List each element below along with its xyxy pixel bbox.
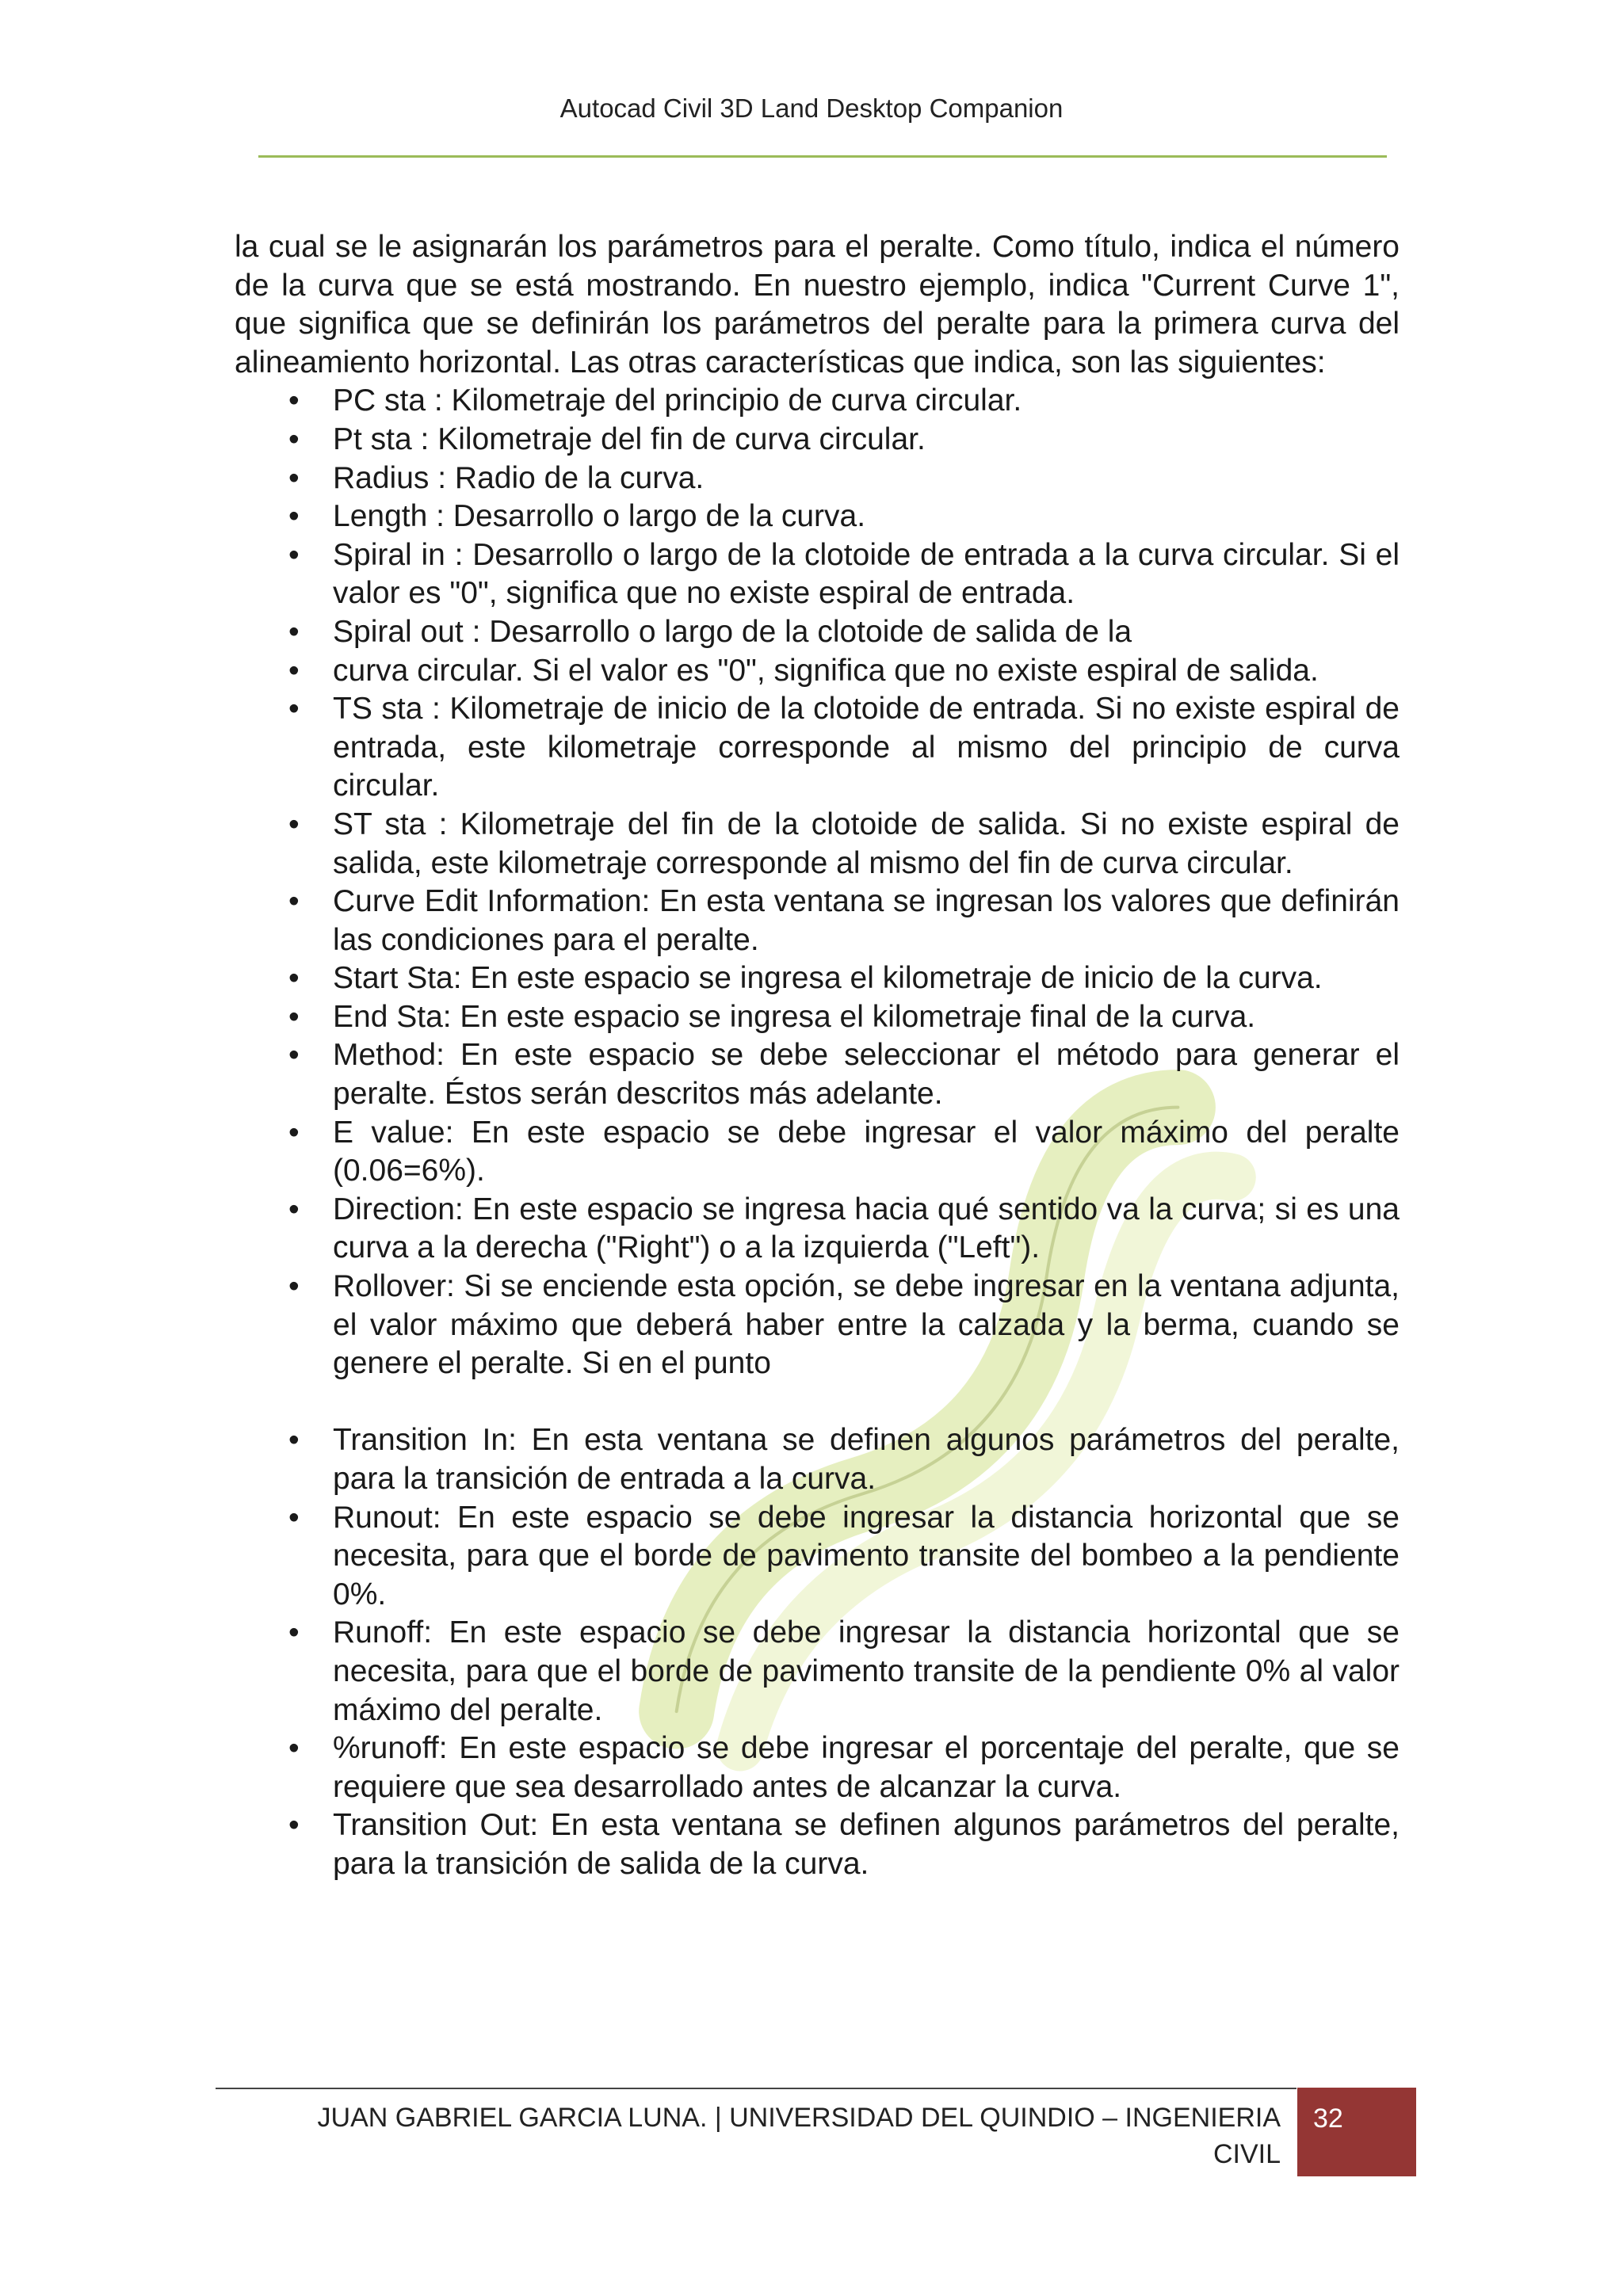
bullet-icon: • — [288, 1269, 300, 1304]
list-item: • Rollover: Si se enciende esta opción, se debe ingresar en la ventana adjunta, el valor máximo que deberá haber entre la calzada y la berma, cuando se genere el peralte. Si en el punto — [288, 1269, 1400, 1381]
bullet-icon: • — [288, 499, 300, 534]
bullet-icon: • — [288, 383, 300, 418]
list-item: • ST sta : Kilometraje del fin de la clotoide de salida. Si no existe espiral de salida, este kilometraje corresponde al mismo del fin de curva circular. — [288, 807, 1400, 880]
list-item: • Length : Desarrollo o largo de la curva. — [235, 498, 1400, 536]
bullet-icon: • — [288, 961, 300, 996]
list-item: • Method: En este espacio se debe seleccionar el método para generar el peralte. Éstos serán descritos más adelante. — [288, 1038, 1400, 1112]
running-header: Autocad Civil 3D Land Desktop Companion — [559, 93, 1064, 123]
page-number: 32 — [1313, 2103, 1343, 2134]
bullet-icon: • — [288, 807, 300, 841]
bullet-icon: • — [288, 1731, 300, 1766]
footer-author — [235, 2100, 1281, 2172]
body-content — [235, 228, 1400, 1884]
bullet-icon: • — [288, 1192, 300, 1226]
list-item: • Curve Edit Information: En esta ventana se ingresan los valores que definirán las condiciones para el peralte. — [288, 884, 1400, 957]
list-item: • PC sta : Kilometraje del principio de curva circular. — [235, 382, 1400, 421]
list-item: • curva circular. Si el valor es "0", significa que no existe espiral de salida. — [235, 652, 1400, 691]
footer-line-2: CIVIL — [1212, 2139, 1281, 2169]
bullet-icon: • — [288, 1038, 300, 1073]
bullet-icon: • — [288, 999, 300, 1034]
bullet-icon: • — [288, 537, 300, 572]
footer-line-1: JUAN GABRIEL GARCIA LUNA. | UNIVERSIDAD DEL QUINDIO – INGENIERIA — [317, 2103, 1281, 2133]
bullet-icon: • — [288, 421, 300, 456]
list-item: • Pt sta : Kilometraje del fin de curva circular. — [235, 421, 1400, 460]
list-item: • End Sta: En este espacio se ingresa el kilometraje final de la curva. — [235, 998, 1400, 1037]
bullet-icon: • — [288, 1808, 300, 1843]
parameter-list — [235, 382, 1400, 1883]
bullet-icon: • — [288, 692, 300, 727]
list-item: • TS sta : Kilometraje de inicio de la clotoide de entrada. Si no existe espiral de entrada, este kilometraje corresponde al mismo del principio de curva circular. — [288, 692, 1400, 803]
list-item: • Radius : Radio de la curva. — [235, 460, 1400, 498]
bullet-icon: • — [288, 614, 300, 649]
list-item: • Start Sta: En este espacio se ingresa el kilometraje de inicio de la curva. — [235, 959, 1400, 998]
list-item: • Direction: En este espacio se ingresa hacia qué sentido va la curva; si es una curva a la derecha ("Right") o a la izquierda ("Left"). — [288, 1192, 1400, 1265]
list-item: • E value: En este espacio se debe ingresar el valor máximo del peralte (0.06=6%). — [288, 1115, 1400, 1188]
intro-paragraph: la cual se le asignarán los parámetros para el peralte. Como título, indica el número de la curva que se está mostrando. En nuestro ejemplo, indica "Current Curve 1", que significa que se definirán los parámetros del peralte para la primera curva del alineamiento horizontal. Las otras características que indica, son las siguientes: — [235, 230, 1400, 379]
bullet-icon: • — [288, 884, 300, 919]
list-item: • Runout: En este espacio se debe ingresar la distancia horizontal que se necesita, para que el borde de pavimento transite del bombeo a la pendiente 0%. — [288, 1500, 1400, 1611]
bullet-icon: • — [288, 1115, 300, 1150]
footer-rule — [216, 2088, 1296, 2089]
list-item: • Transition Out: En esta ventana se definen algunos parámetros del peralte, para la transición de salida de la curva. — [288, 1808, 1400, 1881]
bullet-icon: • — [288, 653, 300, 688]
bullet-icon: • — [288, 1423, 300, 1458]
list-item: • Spiral out : Desarrollo o largo de la clotoide de salida de la — [235, 613, 1400, 652]
list-item: • Spiral in : Desarrollo o largo de la clotoide de entrada a la curva circular. Si el valor es "0", significa que no existe espiral de entrada. — [288, 537, 1400, 611]
bullet-icon: • — [288, 1500, 300, 1535]
list-item: • Runoff: En este espacio se debe ingresar la distancia horizontal que se necesita, para que el borde de pavimento transite de la pendiente 0% al valor máximo del peralte. — [288, 1615, 1400, 1727]
list-item: • Transition In: En esta ventana se definen algunos parámetros del peralte, para la transición de entrada a la curva. — [288, 1423, 1400, 1496]
bullet-icon: • — [288, 460, 300, 495]
page-number-box — [1297, 2088, 1416, 2176]
bullet-icon: • — [288, 1615, 300, 1650]
header-rule — [258, 155, 1387, 158]
list-item: • %runoff: En este espacio se debe ingresar el porcentaje del peralte, que se requiere que sea desarrollado antes de alcanzar la curva. — [288, 1731, 1400, 1804]
